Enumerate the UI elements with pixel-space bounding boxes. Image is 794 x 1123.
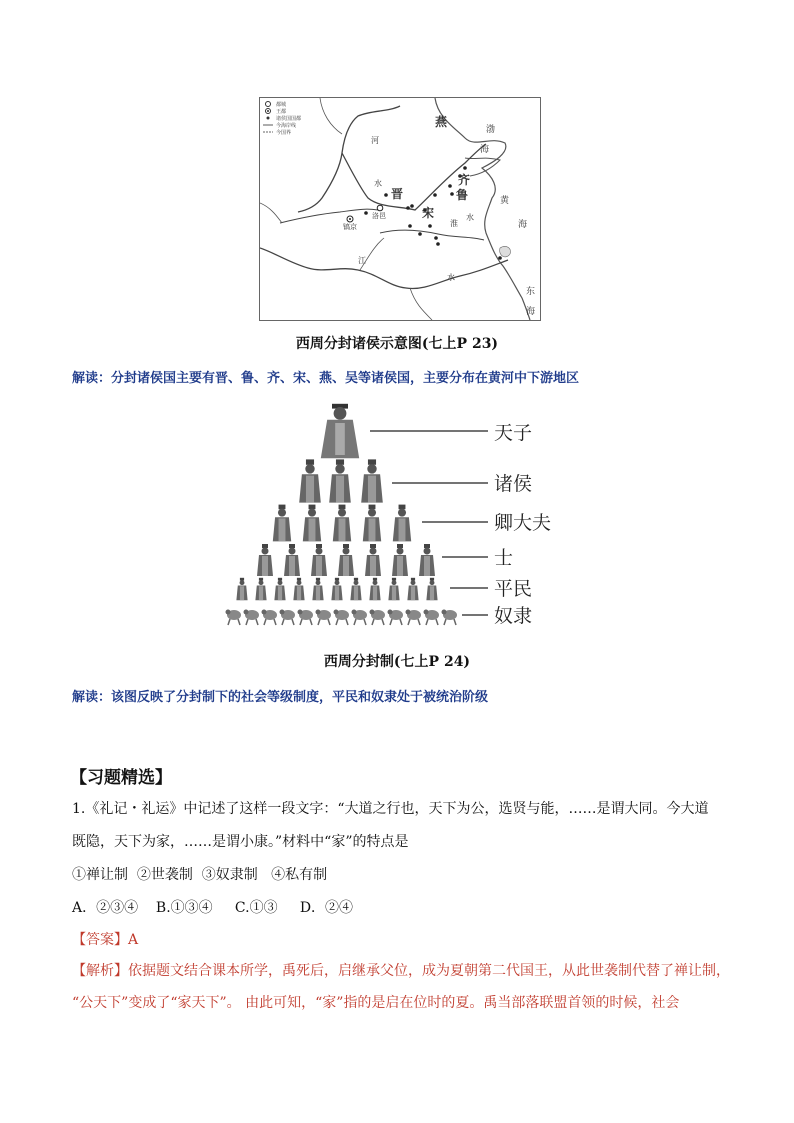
state-lu: 鲁 bbox=[456, 188, 469, 202]
section-title: 【习题精选】 bbox=[70, 768, 172, 788]
sea-label: 海 bbox=[480, 145, 490, 155]
map-caption: 西周分封诸侯示意图(七上P 23) bbox=[295, 336, 499, 352]
analysis-line-1 bbox=[72, 960, 752, 982]
sea-label: 黄 bbox=[500, 196, 510, 206]
tier-pingmin bbox=[236, 578, 532, 600]
tier-label-zhuhou: 诸侯 bbox=[494, 473, 533, 495]
hierarchy-caption: 西周分封制(七上P 24) bbox=[323, 654, 471, 670]
analysis-text-1: 依据题文结合课本所学，禹死后，启继承父位，成为夏朝第二代国王，从此世袭制代替了禅让制， bbox=[128, 963, 730, 979]
river-label: 水 bbox=[447, 273, 455, 282]
legend-item: 都城 bbox=[276, 102, 287, 108]
zhou-fengjian-map bbox=[259, 97, 541, 321]
analysis-text-2a: “公天下”变成了“家天下”。 bbox=[72, 995, 241, 1011]
map-interpretation: 解读：分封诸侯国主要有晋、鲁、齐、宋、燕、吴等诸侯国，主要分布在黄河中下游地区 bbox=[72, 371, 580, 386]
sea-label: 东 bbox=[526, 287, 536, 297]
legend-item: 今海岸线 bbox=[276, 123, 297, 129]
hierarchy-drawing bbox=[222, 395, 566, 631]
river-label: 水 bbox=[466, 213, 474, 222]
map-legend bbox=[263, 101, 301, 136]
state-jin: 晋 bbox=[391, 187, 404, 201]
question-1-options: ①禅让制 ②世袭制 ③奴隶制 ④私有制 bbox=[72, 867, 328, 883]
state-song: 宋 bbox=[422, 206, 435, 220]
question-1-choices: A．②③④ B.①③④ C.①③ D．②④ bbox=[72, 900, 354, 916]
map-drawing bbox=[260, 98, 540, 320]
river-label: 河 bbox=[371, 136, 379, 145]
question-1-line-2: 既隐，天下为家，……是谓小康。”材料中“家”的特点是 bbox=[72, 834, 409, 850]
tier-shi bbox=[257, 544, 513, 576]
analysis-line-2 bbox=[72, 992, 752, 1014]
tier-zhuhou bbox=[299, 459, 532, 502]
analysis-label: 【解析】 bbox=[72, 963, 128, 979]
tier-tianzi bbox=[321, 404, 532, 458]
state-yan: 燕 bbox=[435, 115, 448, 129]
legend-item: 王都 bbox=[276, 109, 287, 115]
answer bbox=[72, 929, 138, 951]
tier-label-pingmin: 平民 bbox=[494, 578, 533, 600]
question-1-line-1: 1.《礼记・礼运》中记述了这样一段文字：“大道之行也，天下为公，选贤与能，……是谓大同。今大道 bbox=[72, 801, 709, 817]
river-label: 水 bbox=[374, 179, 382, 188]
sea-label: 渤 bbox=[486, 125, 496, 135]
answer-label: 【答案】 bbox=[72, 932, 128, 948]
haojing-label: 镐京 bbox=[343, 223, 357, 231]
legend-item: 今国界 bbox=[276, 130, 292, 136]
sea-label: 海 bbox=[518, 220, 528, 230]
luoyi-marker bbox=[377, 205, 383, 211]
sea-label: 海 bbox=[526, 307, 536, 317]
haojing-marker bbox=[347, 216, 353, 222]
tier-nuli bbox=[226, 605, 533, 627]
tier-label-shi: 士 bbox=[494, 547, 514, 569]
tier-label-tianzi: 天子 bbox=[494, 422, 533, 444]
river-label: 淮 bbox=[450, 219, 458, 228]
river-label: 江 bbox=[358, 256, 366, 265]
legend-item: 诸侯国国都 bbox=[276, 116, 302, 122]
analysis-text-2b: 由此可知，“家”指的是启在位时的夏。禹当部落联盟首领的时候，社会 bbox=[245, 995, 680, 1011]
tier-qingdafu bbox=[273, 505, 551, 542]
fengjian-hierarchy-figure bbox=[222, 395, 566, 631]
answer-value: A bbox=[128, 932, 139, 948]
hierarchy-interpretation: 解读：该图反映了分封制下的社会等级制度，平民和奴隶处于被统治阶级 bbox=[72, 690, 489, 705]
tier-label-qingdafu: 卿大夫 bbox=[494, 512, 552, 534]
luoyi-label: 洛邑 bbox=[372, 212, 386, 220]
tier-label-nuli: 奴隶 bbox=[494, 605, 533, 627]
state-qi: 齐 bbox=[458, 173, 471, 187]
